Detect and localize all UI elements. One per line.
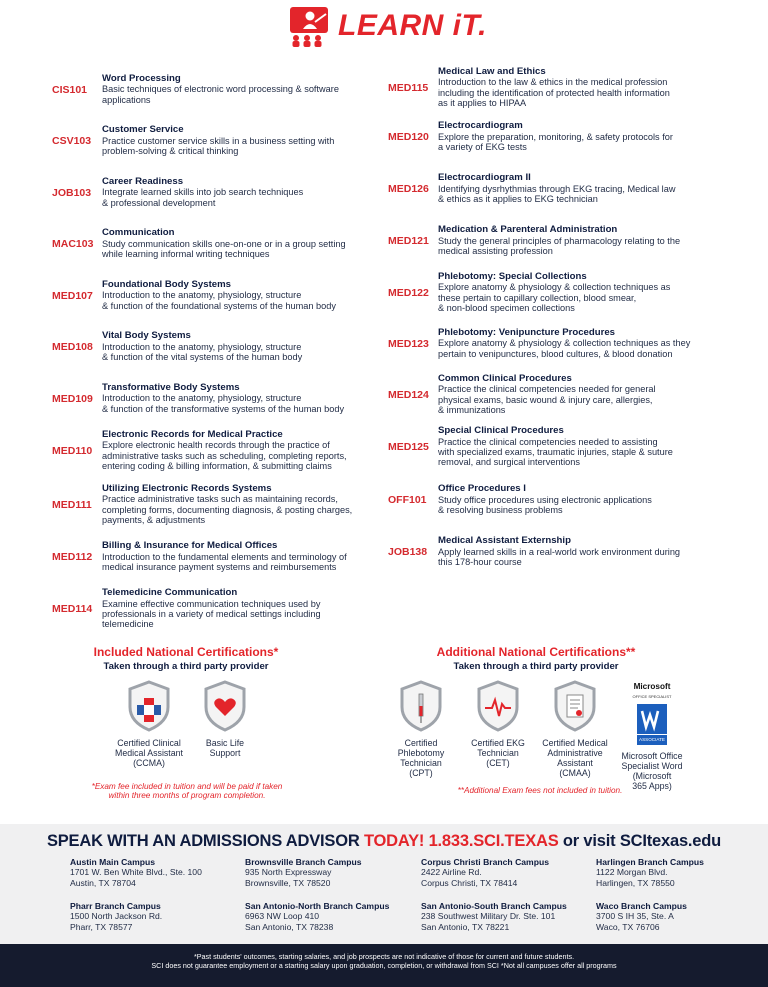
course-code: MED112 bbox=[52, 551, 93, 563]
course-item bbox=[388, 474, 708, 526]
course-code: MED115 bbox=[388, 81, 429, 94]
course-title: Word Processing bbox=[102, 72, 181, 84]
campus-line1: 2422 Airline Rd. bbox=[421, 867, 482, 878]
campus-line2: Pharr, TX 78577 bbox=[70, 921, 133, 932]
course-item bbox=[388, 215, 708, 267]
included-note-text: *Exam fee included in tuition and will be paid if taken within three months of program completion. bbox=[91, 782, 283, 801]
course-title: Telemedicine Communication bbox=[102, 587, 238, 599]
cert-badge-label: Basic Life Support bbox=[205, 738, 245, 758]
campus-line1: 1500 North Jackson Rd. bbox=[70, 911, 163, 922]
course-desc: Explore anatomy & physiology & collection techniques as they pertain to venipunctures, blood cultures, & blood donation bbox=[438, 338, 691, 359]
additional-cert-header bbox=[414, 645, 658, 672]
admissions-website[interactable]: or visit SCItexas.edu bbox=[558, 832, 722, 850]
course-title: Utilizing Electronic Records Systems bbox=[102, 482, 272, 494]
course-code: MED111 bbox=[52, 498, 92, 511]
additional-cert-note bbox=[440, 786, 640, 795]
course-item bbox=[52, 270, 382, 321]
course-item bbox=[388, 318, 708, 369]
admissions-heading bbox=[0, 832, 768, 851]
word-icon bbox=[637, 704, 667, 734]
course-code: CIS101 bbox=[52, 83, 88, 96]
course-desc: Integrate learned skills into job search techniques & professional development bbox=[102, 187, 304, 208]
course-code: JOB138 bbox=[388, 546, 428, 558]
course-code: MED110 bbox=[52, 444, 93, 457]
course-title: Office Procedures I bbox=[438, 483, 526, 495]
course-code: MED125 bbox=[388, 441, 429, 453]
campus-line1: 1701 W. Ben White Blvd., Ste. 100 bbox=[70, 867, 202, 878]
course-title: Medical Assistant Externship bbox=[438, 535, 571, 547]
course-desc: Practice administrative tasks such as maintaining records, completing forms, documenting diagnosis, & posting charges, payments, & adjustments bbox=[102, 494, 353, 525]
campus-line1: 6963 NW Loop 410 bbox=[245, 911, 320, 922]
course-code: MED108 bbox=[52, 341, 93, 353]
campus-line2: Brownsville, TX 78520 bbox=[245, 877, 331, 888]
campus-line1: 3700 S IH 35, Ste. A bbox=[596, 911, 674, 922]
campus-line2: Waco, TX 76706 bbox=[596, 921, 660, 932]
cert-badge bbox=[104, 680, 194, 768]
campus-line2: Austin, TX 78704 bbox=[70, 877, 136, 888]
microsoft-badge bbox=[629, 682, 675, 745]
course-item bbox=[388, 369, 708, 420]
included-cert-subtitle: Taken through a third party provider bbox=[103, 661, 269, 672]
course-title: Vital Body Systems bbox=[102, 330, 191, 342]
brand-name: LEARN iT. bbox=[338, 9, 487, 42]
course-code: MED114 bbox=[52, 603, 93, 615]
course-title: Billing & Insurance for Medical Offices bbox=[102, 540, 278, 552]
course-item bbox=[52, 218, 382, 270]
course-code: MED122 bbox=[388, 286, 429, 299]
course-item bbox=[52, 64, 382, 115]
footer-disclaimer bbox=[0, 944, 768, 987]
footer-line-1: *Past students' outcomes, starting salaries, and job prospects are not indicative of those for current and future students. bbox=[193, 952, 575, 961]
campus-line1: 935 North Expressway bbox=[245, 867, 332, 878]
course-code: MED107 bbox=[52, 289, 93, 302]
course-desc: Introduction to the anatomy, physiology, structure & function of the vital systems of the human body bbox=[102, 341, 303, 363]
included-cert-header bbox=[76, 645, 296, 672]
course-code: MAC103 bbox=[52, 238, 94, 250]
course-title: Electrocardiogram II bbox=[438, 172, 531, 184]
admissions-phone[interactable]: TODAY! 1.833.SCI.TEXAS bbox=[363, 832, 559, 850]
course-desc: Introduction to the anatomy, physiology, structure & function of the foundational systems of the human body bbox=[102, 290, 336, 311]
course-item bbox=[388, 267, 708, 318]
course-item bbox=[52, 373, 382, 424]
course-desc: Introduction to the anatomy, physiology, structure & function of the transformative systems of the human body bbox=[102, 393, 345, 414]
course-item bbox=[388, 64, 708, 111]
microsoft-subtitle: OFFICE SPECIALIST bbox=[632, 694, 672, 699]
teacher-logo-icon bbox=[288, 5, 334, 47]
course-item bbox=[388, 420, 708, 474]
course-item bbox=[52, 167, 382, 218]
microsoft-wordmark: Microsoft bbox=[633, 682, 671, 691]
course-item bbox=[388, 526, 708, 578]
campus-address bbox=[70, 857, 202, 888]
campus-name: Corpus Christi Branch Campus bbox=[421, 857, 549, 867]
cert-badge bbox=[465, 680, 531, 768]
course-title: Medication & Parenteral Administration bbox=[438, 224, 618, 236]
course-code: MED120 bbox=[388, 131, 429, 143]
cert-badge-label: Certified Clinical Medical Assistant (CCMA) bbox=[115, 738, 183, 768]
course-item bbox=[388, 111, 708, 163]
course-desc: Practice the clinical competencies needed to assisting with specialized exams, traumatic injuries, staple & suture removal, and surgical interventions bbox=[438, 436, 673, 468]
course-desc: Study the general principles of pharmacology relating to the medical assisting profession bbox=[438, 235, 681, 257]
course-item bbox=[52, 477, 382, 532]
course-title: Electrocardiogram bbox=[438, 120, 523, 132]
admissions-heading-pre: SPEAK WITH AN ADMISSIONS ADVISOR bbox=[46, 832, 364, 850]
brand-logo bbox=[288, 4, 488, 48]
campus-address bbox=[596, 857, 704, 888]
course-title: Common Clinical Procedures bbox=[438, 372, 572, 384]
campus-line2: Harlingen, TX 78550 bbox=[596, 877, 675, 888]
additional-note-text: **Additional Exam fees not included in tuition. bbox=[457, 786, 623, 795]
campus-line2: San Antonio, TX 78221 bbox=[421, 921, 510, 932]
campus-name: Austin Main Campus bbox=[70, 857, 155, 867]
campus-address bbox=[70, 901, 162, 932]
campus-line1: 238 Southwest Military Dr. Ste. 101 bbox=[421, 911, 556, 922]
course-title: Phlebotomy: Venipuncture Procedures bbox=[438, 326, 615, 338]
course-code: MED124 bbox=[388, 388, 429, 401]
cert-badge-label: Certified EKG Technician (CET) bbox=[471, 738, 525, 768]
course-code: CSV103 bbox=[52, 135, 92, 147]
included-cert-title: Included National Certifications* bbox=[93, 645, 279, 659]
course-list-left bbox=[52, 64, 382, 636]
course-title: Phlebotomy: Special Collections bbox=[438, 270, 587, 282]
cert-badge bbox=[390, 680, 452, 778]
footer-line-2: SCI does not guarantee employment or a starting salary upon graduation, completion, or withdrawal from SCI *Not all campuses offer all programs bbox=[151, 961, 617, 971]
course-code: MED121 bbox=[388, 235, 429, 247]
course-list-right bbox=[388, 64, 708, 578]
course-desc: Identifying dysrhythmias through EKG tracing, Medical law & ethics as it applies to EKG technician bbox=[438, 183, 676, 205]
course-title: Communication bbox=[102, 227, 175, 239]
course-desc: Study communication skills one-on-one or in a group setting while learning informal writing techniques bbox=[102, 238, 346, 260]
campus-line2: San Antonio, TX 78238 bbox=[245, 921, 334, 932]
course-item bbox=[52, 424, 382, 477]
course-desc: Practice the clinical competencies needed for general physical exams, basic wound & injury care, allergies, & immunizations bbox=[438, 384, 656, 415]
course-title: Career Readiness bbox=[102, 175, 184, 187]
course-desc: Study office procedures using electronic applications & resolving business problems bbox=[438, 494, 652, 516]
course-desc: Apply learned skills in a real-world work environment during this 178-hour course bbox=[438, 546, 681, 568]
campus-name: Brownsville Branch Campus bbox=[245, 857, 362, 867]
associate-tag: ASSOCIATE bbox=[637, 735, 667, 745]
campus-name: Pharr Branch Campus bbox=[70, 901, 161, 911]
course-code: MED123 bbox=[388, 337, 429, 350]
course-code: JOB103 bbox=[52, 186, 92, 199]
campus-name: San Antonio-South Branch Campus bbox=[421, 901, 567, 911]
campus-address bbox=[245, 857, 362, 888]
course-desc: Basic techniques of electronic word processing & software applications bbox=[102, 84, 339, 105]
course-code: MED109 bbox=[52, 392, 93, 405]
course-item bbox=[52, 321, 382, 373]
course-desc: Practice customer service skills in a business setting with problem-solving & critical thinking bbox=[102, 135, 335, 157]
campus-name: Harlingen Branch Campus bbox=[596, 857, 704, 867]
document-icon bbox=[552, 680, 598, 732]
syringe-icon bbox=[398, 680, 444, 732]
campus-address bbox=[421, 857, 549, 888]
course-title: Electronic Records for Medical Practice bbox=[102, 428, 283, 440]
campus-name: Waco Branch Campus bbox=[596, 901, 687, 911]
course-title: Medical Law and Ethics bbox=[438, 65, 546, 77]
campus-address bbox=[421, 901, 567, 932]
campus-address bbox=[245, 901, 389, 932]
cert-badge bbox=[187, 680, 263, 758]
course-item bbox=[52, 582, 382, 636]
course-code: MED126 bbox=[388, 183, 429, 195]
course-desc: Explore the preparation, monitoring, & safety protocols for a variety of EKG tests bbox=[438, 131, 673, 153]
campus-address bbox=[596, 901, 687, 932]
ekg-icon bbox=[475, 680, 521, 732]
course-item bbox=[388, 163, 708, 215]
cert-badge-label: Certified Phlebotomy Technician (CPT) bbox=[397, 738, 445, 778]
cert-badge bbox=[538, 680, 612, 778]
included-cert-note bbox=[82, 782, 292, 801]
course-title: Customer Service bbox=[102, 124, 184, 136]
course-desc: Introduction to the fundamental elements and terminology of medical insurance payment systems and reimbursements bbox=[102, 551, 347, 573]
additional-cert-subtitle: Taken through a third party provider bbox=[453, 661, 619, 672]
campus-line2: Corpus Christi, TX 78414 bbox=[421, 877, 518, 888]
cert-badge-label: Certified Medical Administrative Assistant (CMAA) bbox=[542, 738, 608, 778]
course-item bbox=[52, 115, 382, 167]
campus-line1: 1122 Morgan Blvd. bbox=[596, 867, 668, 878]
additional-cert-title: Additional National Certifications** bbox=[436, 645, 636, 659]
cert-badge bbox=[616, 682, 688, 791]
cert-badge-label: Microsoft Office Specialist Word (Microsoft 365 Apps) bbox=[621, 751, 683, 791]
course-code: OFF101 bbox=[388, 494, 427, 506]
course-title: Special Clinical Procedures bbox=[438, 425, 564, 437]
course-title: Transformative Body Systems bbox=[102, 381, 240, 393]
course-desc: Explore anatomy & physiology & collection techniques as these pertain to capillary collection, blood smear, & non-blood specimen collections bbox=[438, 282, 671, 313]
course-desc: Explore electronic health records through the practice of administrative tasks such as scheduling, completing reports, entering coding & billing information, & submitting claims bbox=[102, 440, 347, 471]
course-item bbox=[52, 532, 382, 582]
heart-hands-icon bbox=[202, 680, 248, 732]
course-desc: Examine effective communication techniques used by professionals in a variety of medical settings including telemedicine bbox=[102, 598, 321, 630]
course-title: Foundational Body Systems bbox=[102, 278, 232, 290]
medical-cross-icon bbox=[126, 680, 172, 732]
campus-name: San Antonio-North Branch Campus bbox=[245, 901, 390, 911]
course-desc: Introduction to the law & ethics in the medical profession including the identification of protected health information as it applies to HIPAA bbox=[438, 77, 670, 108]
